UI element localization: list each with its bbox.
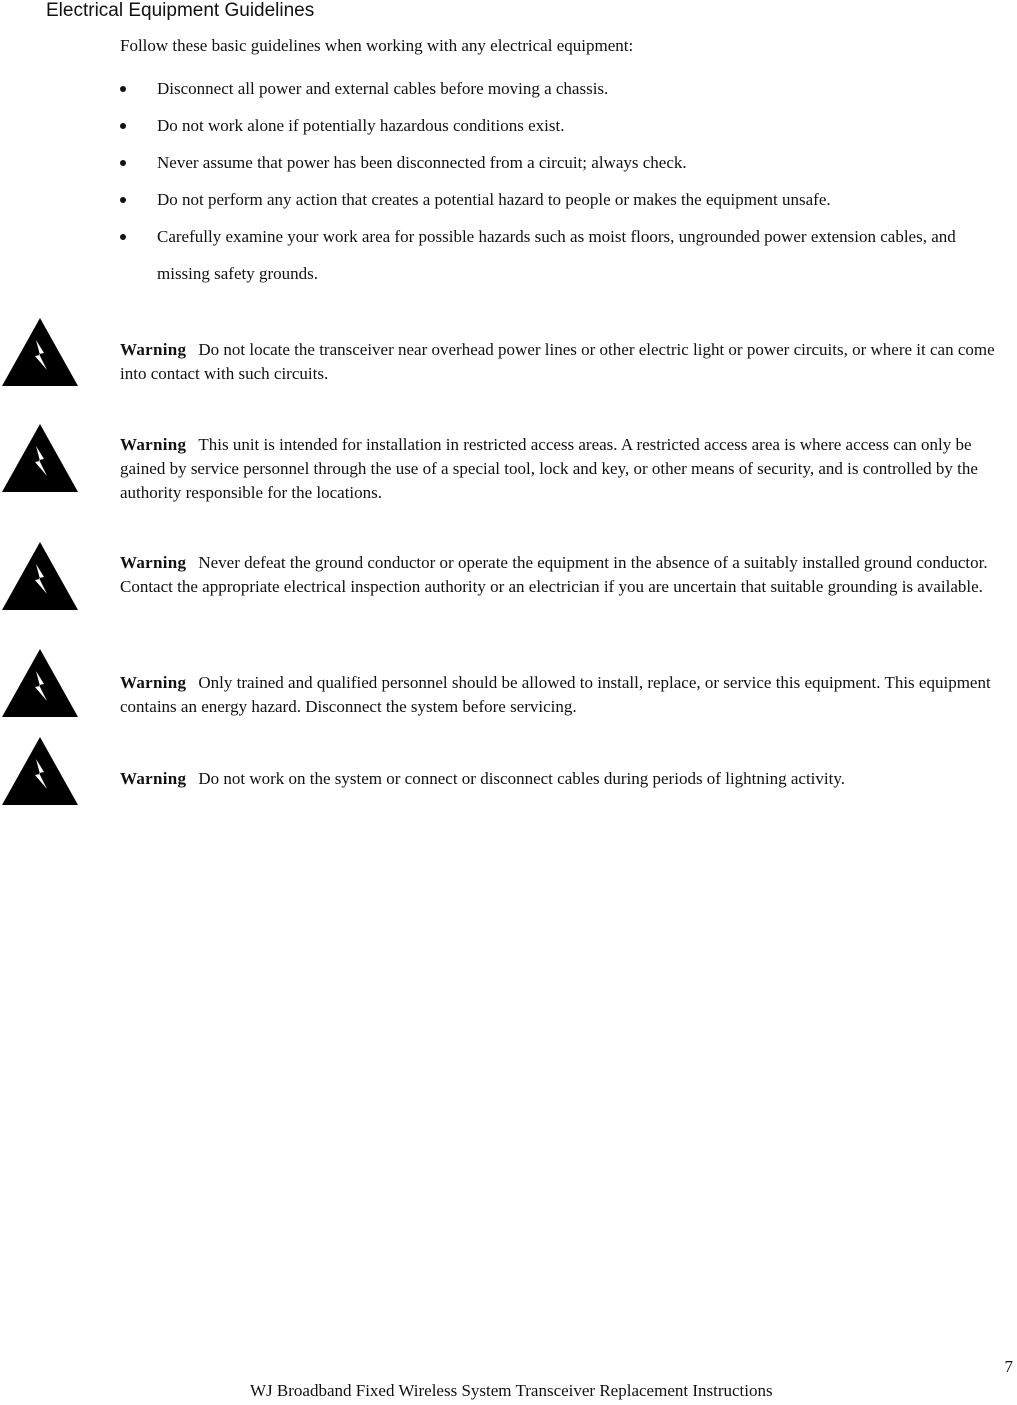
warning-lightning-icon [2,649,78,717]
warning-text [120,671,1012,719]
warning-label: Warning [120,340,187,359]
guidelines-list [120,70,1000,292]
list-item-text: Carefully examine your work area for possible hazards such as moist floors, ungrounded power extension cables, and missing safety grounds. [157,227,956,283]
warning-label: Warning [120,769,187,788]
list-item-text: Never assume that power has been disconnected from a circuit; always check. [157,153,687,172]
page-number: 7 [1004,1357,1013,1376]
list-item [120,218,1000,292]
warning-message: Only trained and qualified personnel should be allowed to install, replace, or service this equipment. This equipment contains an energy hazard. Disconnect the system before servicing. [120,673,991,716]
list-item [120,70,1000,107]
warning-text [120,433,1012,505]
bullet-icon [120,123,126,129]
warning-message: This unit is intended for installation in restricted access areas. A restricted access area is where access can only be gained by service personnel through the use of a special tool, lock and key, or other means of security, and is controlled by the authority responsible for the locations. [120,435,978,502]
warning-message: Never defeat the ground conductor or operate the equipment in the absence of a suitably installed ground conductor. Contact the appropriate electrical inspection authority or an electrician if you are uncertain that suitable grounding is available. [120,553,988,596]
warning-text [120,767,1012,791]
section-heading: Electrical Equipment Guidelines [46,0,315,21]
bullet-icon [120,234,126,240]
list-item-text: Do not perform any action that creates a potential hazard to people or makes the equipment unsafe. [157,190,831,209]
bullet-icon [120,197,126,203]
warning-message: Do not locate the transceiver near overhead power lines or other electric light or power circuits, or where it can come into contact with such circuits. [120,340,995,383]
list-item [120,107,1000,144]
bullet-icon [120,86,126,92]
warning-lightning-icon [2,737,78,805]
warning-lightning-icon [2,318,78,386]
list-item [120,181,1000,218]
list-item [120,144,1000,181]
warning-text [120,551,1012,599]
warning-message: Do not work on the system or connect or disconnect cables during periods of lightning activity. [198,769,845,788]
intro-paragraph: Follow these basic guidelines when working with any electrical equipment: [120,36,634,55]
warning-label: Warning [120,673,187,692]
bullet-icon [120,160,126,166]
warning-lightning-icon [2,424,78,492]
warning-lightning-icon [2,542,78,610]
page-footer: WJ Broadband Fixed Wireless System Transceiver Replacement Instructions [250,1381,773,1400]
warning-label: Warning [120,553,187,572]
list-item-text: Do not work alone if potentially hazardous conditions exist. [157,116,565,135]
list-item-text: Disconnect all power and external cables before moving a chassis. [157,79,609,98]
warning-text [120,338,1012,386]
warning-label: Warning [120,435,187,454]
